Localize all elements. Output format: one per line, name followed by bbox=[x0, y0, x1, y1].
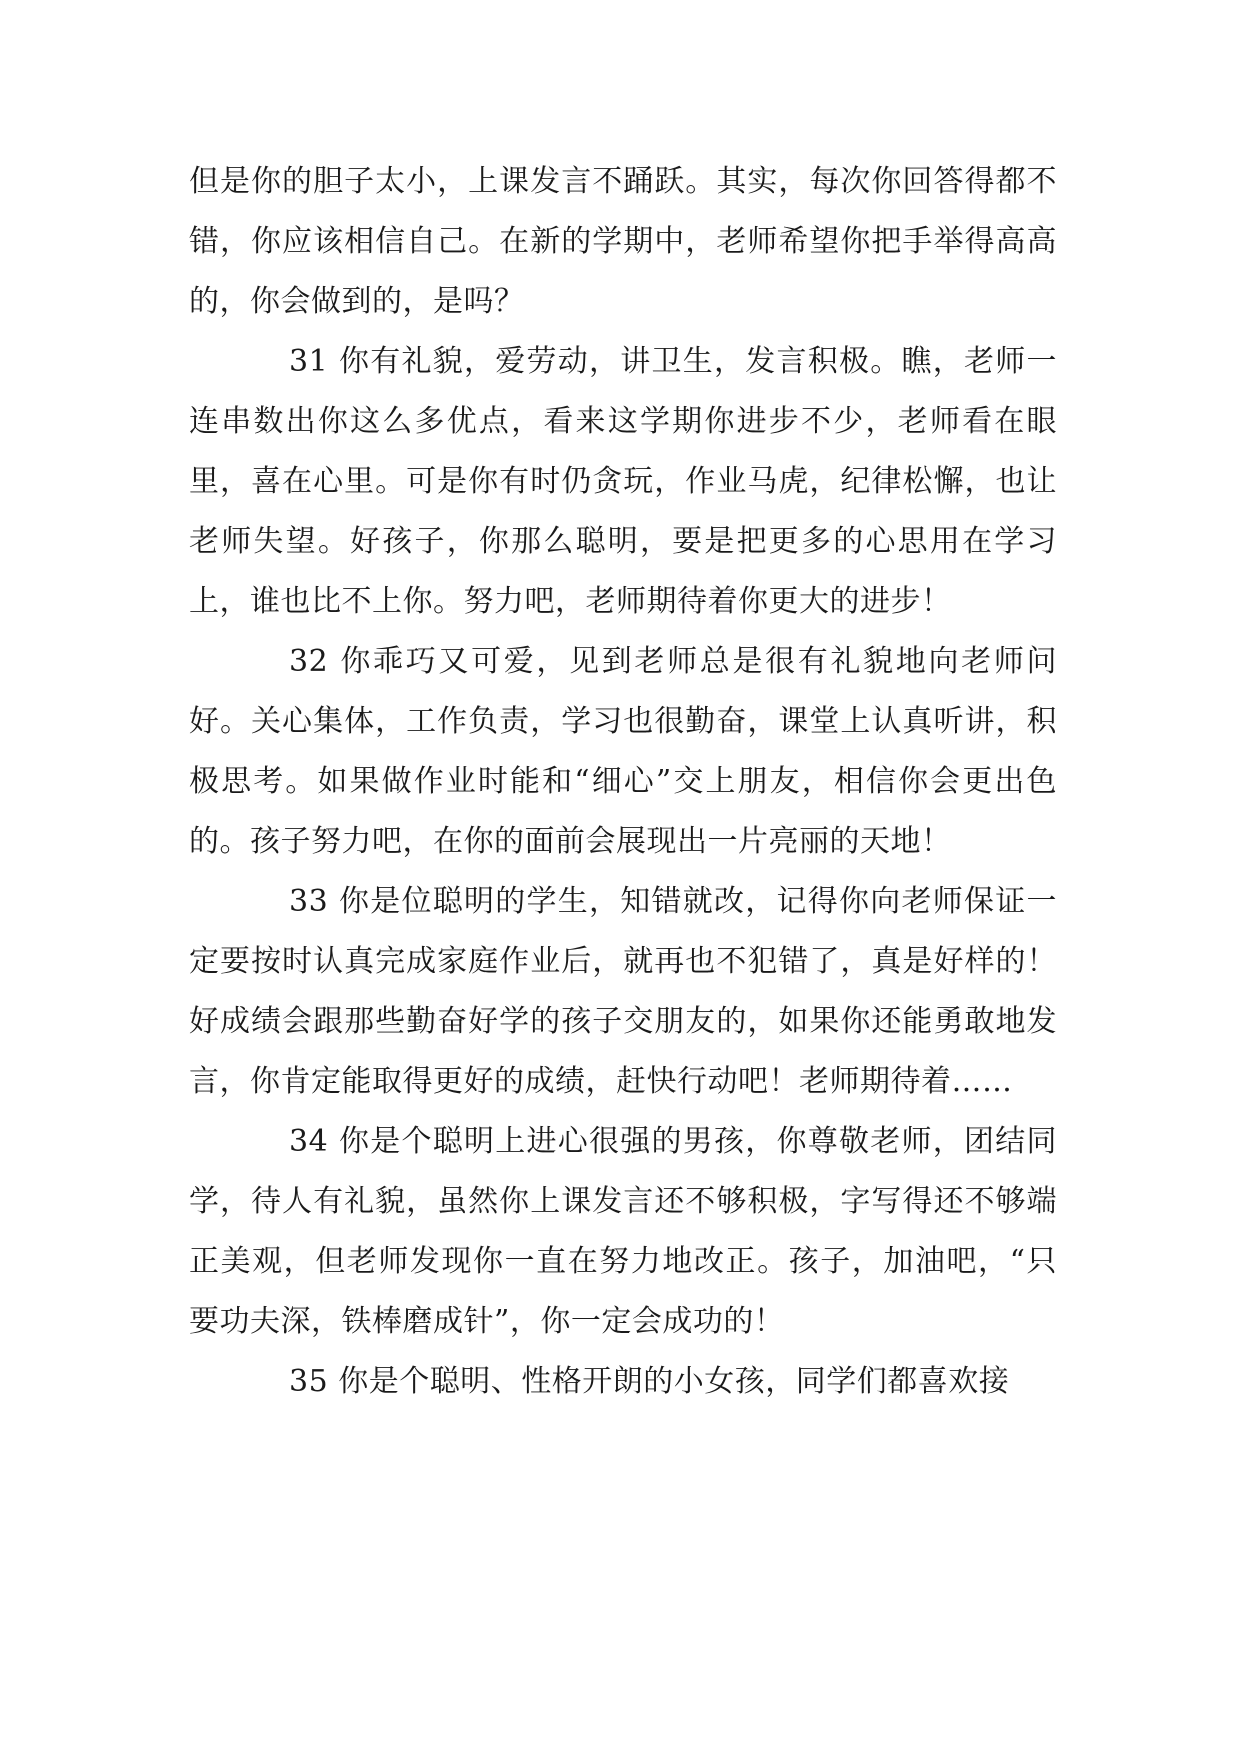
paragraph-comment-35: 35 你是个聪明、性格开朗的小女孩，同学们都喜欢接 bbox=[289, 1364, 1010, 1399]
paragraph-comment-32: 32 你乖巧又可爱，见到老师总是很有礼貌地向老师问好。关心集体，工作负责，学习也很勤奋，课堂上认真听讲，积极思考。如果做作业时能和“细心”交上朋友，相信你会更出色的。孩子努力吧，在你的面前会展现出一片亮丽的天地！ bbox=[189, 644, 1057, 859]
paragraph-continuation: 但是你的胆子太小，上课发言不踊跃。其实，每次你回答得都不错，你应该相信自己。在新的学期中，老师希望你把手举得高高的，你会做到的，是吗？ bbox=[189, 164, 1057, 319]
paragraph-comment-33: 33 你是位聪明的学生，知错就改，记得你向老师保证一定要按时认真完成家庭作业后，就再也不犯错了，真是好样的！好成绩会跟那些勤奋好学的孩子交朋友的，如果你还能勇敢地发言，你肯定能取得更好的成绩，赶快行动吧！老师期待着…… bbox=[189, 884, 1057, 1099]
paragraph-comment-31: 31 你有礼貌，爱劳动，讲卫生，发言积极。瞧，老师一连串数出你这么多优点，看来这学期你进步不少，老师看在眼里，喜在心里。可是你有时仍贪玩，作业马虎，纪律松懈，也让老师失望。好孩子，你那么聪明，要是把更多的心思用在学习上，谁也比不上你。努力吧，老师期待着你更大的进步！ bbox=[189, 344, 1057, 619]
document-body bbox=[189, 152, 1057, 1412]
paragraph-comment-34: 34 你是个聪明上进心很强的男孩，你尊敬老师，团结同学，待人有礼貌，虽然你上课发言还不够积极，字写得还不够端正美观，但老师发现你一直在努力地改正。孩子，加油吧，“只要功夫深，铁棒磨成针”，你一定会成功的！ bbox=[189, 1124, 1057, 1339]
